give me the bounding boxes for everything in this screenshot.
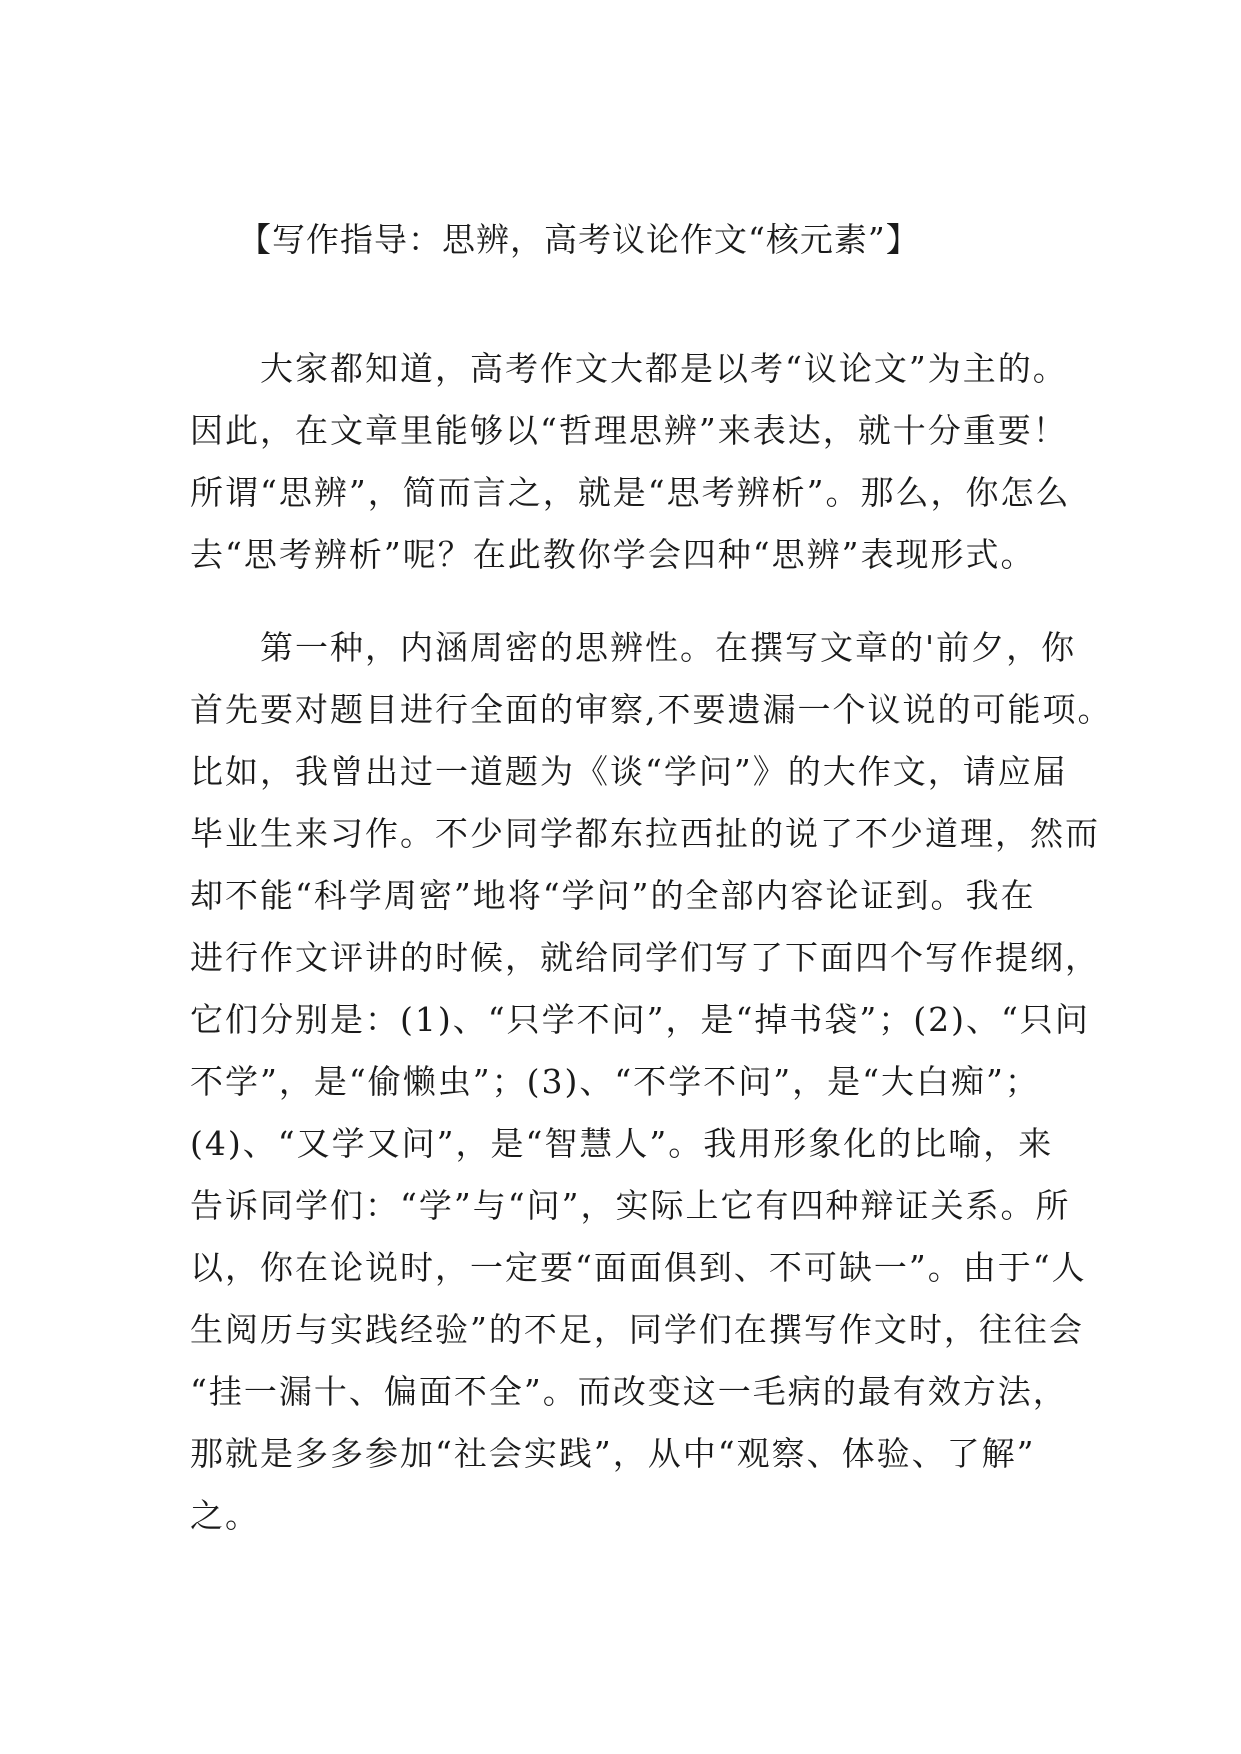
text-line: “挂一漏十、偏面不全”。而改变这一毛病的最有效方法， bbox=[190, 1372, 1068, 1411]
text-line: 大家都知道，高考作文大都是以考“议论文”为主的。 bbox=[190, 349, 1068, 388]
text-line: 第一种，内涵周密的思辨性。在撰写文章的'前夕，你 bbox=[190, 628, 1077, 667]
text-line: 它们分别是：(1)、“只学不问”，是“掉书袋”；(2)、“只问 bbox=[190, 1000, 1090, 1039]
text-line: 比如，我曾出过一道题为《谈“学问”》的大作文，请应届 bbox=[190, 752, 1068, 791]
paragraph-intro bbox=[190, 338, 1070, 586]
text-line: 之。 bbox=[190, 1496, 260, 1535]
text-line: 首先要对题目进行全面的审察,不要遗漏一个议说的可能项。 bbox=[190, 690, 1113, 729]
text-line: 毕业生来习作。不少同学都东拉西扯的说了不少道理，然而 bbox=[190, 814, 1100, 853]
text-line: (4)、“又学又问”，是“智慧人”。我用形象化的比喻，来 bbox=[190, 1124, 1054, 1163]
text-line: 不学”，是“偷懒虫”；(3)、“不学不问”，是“大白痴”； bbox=[190, 1062, 1040, 1101]
text-line: 却不能“科学周密”地将“学问”的全部内容论证到。我在 bbox=[190, 876, 1036, 915]
text-line: 以，你在论说时，一定要“面面俱到、不可缺一”。由于“人 bbox=[190, 1248, 1087, 1287]
text-line: 进行作文评讲的时候，就给同学们写了下面四个写作提纲， bbox=[190, 938, 1100, 977]
text-line: 那就是多多参加“社会实践”，从中“观察、体验、了解” bbox=[190, 1434, 1036, 1473]
paragraph-first-type bbox=[190, 617, 1113, 1547]
document-title: 【写作指导：思辨，高考议论作文“核元素”】 bbox=[238, 220, 920, 259]
text-line: 生阅历与实践经验”的不足，同学们在撰写作文时，往往会 bbox=[190, 1310, 1084, 1349]
text-line: 因此，在文章里能够以“哲理思辨”来表达，就十分重要！ bbox=[190, 411, 1068, 450]
text-line: 所谓“思辨”，简而言之，就是“思考辨析”。那么，你怎么 bbox=[190, 473, 1071, 512]
text-line: 去“思考辨析”呢？在此教你学会四种“思辨”表现形式。 bbox=[190, 535, 1036, 574]
text-line: 告诉同学们：“学”与“问”，实际上它有四种辩证关系。所 bbox=[190, 1186, 1071, 1225]
